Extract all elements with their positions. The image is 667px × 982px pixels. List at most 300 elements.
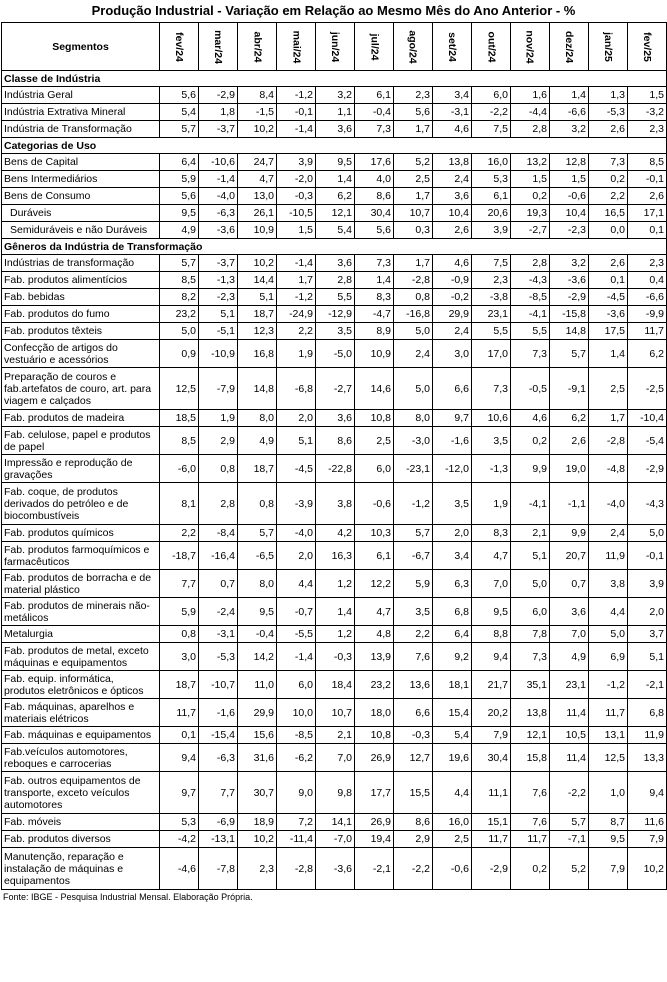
value-cell: 8,2 bbox=[160, 289, 199, 306]
value-cell: -3,1 bbox=[199, 626, 238, 643]
value-cell: 3,7 bbox=[628, 626, 667, 643]
value-cell: 5,9 bbox=[160, 171, 199, 188]
table-row bbox=[2, 340, 667, 368]
value-cell: 7,0 bbox=[472, 570, 511, 598]
table-row bbox=[2, 323, 667, 340]
value-cell: 3,8 bbox=[316, 483, 355, 525]
value-cell: 3,6 bbox=[316, 255, 355, 272]
value-cell: 19,4 bbox=[355, 831, 394, 848]
value-cell: -8,5 bbox=[277, 727, 316, 744]
value-cell: 12,3 bbox=[238, 323, 277, 340]
row-label: Fab. máquinas, aparelhos e materiais elétricos bbox=[2, 699, 160, 727]
value-cell: 1,9 bbox=[199, 410, 238, 427]
value-cell: -3,6 bbox=[316, 848, 355, 890]
value-cell: 10,9 bbox=[355, 340, 394, 368]
value-cell: 6,4 bbox=[433, 626, 472, 643]
value-cell: 16,3 bbox=[316, 542, 355, 570]
table-row bbox=[2, 598, 667, 626]
month-header: dez/24 bbox=[550, 23, 589, 71]
value-cell: 11,7 bbox=[628, 323, 667, 340]
value-cell: 10,2 bbox=[238, 121, 277, 138]
value-cell: -0,9 bbox=[433, 272, 472, 289]
value-cell: 9,5 bbox=[238, 598, 277, 626]
value-cell: 10,7 bbox=[316, 699, 355, 727]
value-cell: 0,2 bbox=[511, 427, 550, 455]
table-row bbox=[2, 255, 667, 272]
value-cell: 0,9 bbox=[160, 340, 199, 368]
value-cell: 11,7 bbox=[511, 831, 550, 848]
value-cell: -4,0 bbox=[277, 525, 316, 542]
row-label: Fab. produtos de borracha e de material plástico bbox=[2, 570, 160, 598]
value-cell: 15,6 bbox=[238, 727, 277, 744]
row-label: Fab. produtos alimentícios bbox=[2, 272, 160, 289]
value-cell: -3,7 bbox=[199, 121, 238, 138]
value-cell: -1,3 bbox=[472, 455, 511, 483]
value-cell: 9,4 bbox=[472, 643, 511, 671]
value-cell: 6,3 bbox=[433, 570, 472, 598]
value-cell: 5,0 bbox=[628, 525, 667, 542]
value-cell: 8,9 bbox=[355, 323, 394, 340]
value-cell: 7,3 bbox=[355, 255, 394, 272]
value-cell: 18,7 bbox=[160, 671, 199, 699]
value-cell: 2,0 bbox=[277, 542, 316, 570]
value-cell: 0,7 bbox=[199, 570, 238, 598]
table-row bbox=[2, 427, 667, 455]
value-cell: 8,8 bbox=[472, 626, 511, 643]
value-cell: 6,1 bbox=[472, 188, 511, 205]
value-cell: 8,6 bbox=[394, 814, 433, 831]
value-cell: -2,1 bbox=[355, 848, 394, 890]
value-cell: -2,5 bbox=[628, 368, 667, 410]
value-cell: 16,5 bbox=[589, 205, 628, 222]
value-cell: 5,1 bbox=[628, 643, 667, 671]
value-cell: 3,9 bbox=[277, 154, 316, 171]
value-cell: 9,8 bbox=[316, 772, 355, 814]
value-cell: -2,9 bbox=[472, 848, 511, 890]
value-cell: 9,7 bbox=[433, 410, 472, 427]
value-cell: 14,8 bbox=[550, 323, 589, 340]
value-cell: 2,9 bbox=[199, 427, 238, 455]
value-cell: 23,1 bbox=[550, 671, 589, 699]
table-row bbox=[2, 626, 667, 643]
value-cell: 5,1 bbox=[199, 306, 238, 323]
value-cell: 4,4 bbox=[589, 598, 628, 626]
value-cell: 4,4 bbox=[433, 772, 472, 814]
value-cell: 11,4 bbox=[550, 699, 589, 727]
value-cell: 7,9 bbox=[472, 727, 511, 744]
value-cell: 8,6 bbox=[355, 188, 394, 205]
value-cell: 4,8 bbox=[355, 626, 394, 643]
value-cell: 1,4 bbox=[316, 171, 355, 188]
table-row bbox=[2, 643, 667, 671]
value-cell: 8,3 bbox=[472, 525, 511, 542]
value-cell: -24,9 bbox=[277, 306, 316, 323]
value-cell: -1,2 bbox=[277, 289, 316, 306]
month-header: abr/24 bbox=[238, 23, 277, 71]
row-label: Bens de Consumo bbox=[2, 188, 160, 205]
table-row bbox=[2, 525, 667, 542]
row-label: Fab. produtos de madeira bbox=[2, 410, 160, 427]
value-cell: 5,5 bbox=[511, 323, 550, 340]
value-cell: -2,0 bbox=[277, 171, 316, 188]
value-cell: 3,4 bbox=[433, 87, 472, 104]
value-cell: 26,9 bbox=[355, 744, 394, 772]
value-cell: -2,2 bbox=[394, 848, 433, 890]
value-cell: 17,0 bbox=[472, 340, 511, 368]
table-row bbox=[2, 455, 667, 483]
value-cell: 0,2 bbox=[511, 848, 550, 890]
value-cell: 2,0 bbox=[277, 410, 316, 427]
value-cell: 4,7 bbox=[238, 171, 277, 188]
value-cell: 16,0 bbox=[433, 814, 472, 831]
value-cell: 16,0 bbox=[472, 154, 511, 171]
value-cell: -6,6 bbox=[628, 289, 667, 306]
value-cell: 11,6 bbox=[628, 814, 667, 831]
value-cell: -2,8 bbox=[277, 848, 316, 890]
table-row bbox=[2, 831, 667, 848]
table-row bbox=[2, 121, 667, 138]
value-cell: 12,7 bbox=[394, 744, 433, 772]
value-cell: 7,9 bbox=[589, 848, 628, 890]
value-cell: 5,7 bbox=[160, 121, 199, 138]
table-row bbox=[2, 699, 667, 727]
value-cell: 1,2 bbox=[316, 570, 355, 598]
value-cell: 5,1 bbox=[277, 427, 316, 455]
value-cell: 23,2 bbox=[160, 306, 199, 323]
value-cell: 0,8 bbox=[394, 289, 433, 306]
value-cell: -10,4 bbox=[628, 410, 667, 427]
row-label: Fab.veículos automotores, reboques e carrocerias bbox=[2, 744, 160, 772]
table-title: Produção Industrial - Variação em Relação ao Mesmo Mês do Ano Anterior - % bbox=[91, 3, 576, 18]
value-cell: 7,6 bbox=[511, 772, 550, 814]
row-label: Fab. produtos farmoquímicos e farmacêuticos bbox=[2, 542, 160, 570]
value-cell: 3,5 bbox=[472, 427, 511, 455]
value-cell: 26,1 bbox=[238, 205, 277, 222]
value-cell: 11,9 bbox=[589, 542, 628, 570]
value-cell: -16,4 bbox=[199, 542, 238, 570]
value-cell: -6,7 bbox=[394, 542, 433, 570]
value-cell: -3,2 bbox=[628, 104, 667, 121]
row-label: Semiduráveis e não Duráveis bbox=[2, 222, 160, 239]
value-cell: 13,6 bbox=[394, 671, 433, 699]
value-cell: 5,7 bbox=[550, 814, 589, 831]
value-cell: 3,6 bbox=[316, 121, 355, 138]
value-cell: 6,1 bbox=[355, 87, 394, 104]
row-label: Fab. produtos têxteis bbox=[2, 323, 160, 340]
value-cell: 6,9 bbox=[589, 643, 628, 671]
value-cell: 5,0 bbox=[160, 323, 199, 340]
value-cell: -5,4 bbox=[628, 427, 667, 455]
value-cell: 5,1 bbox=[511, 542, 550, 570]
value-cell: -3,6 bbox=[199, 222, 238, 239]
value-cell: 12,1 bbox=[316, 205, 355, 222]
value-cell: -5,3 bbox=[589, 104, 628, 121]
value-cell: 5,1 bbox=[238, 289, 277, 306]
value-cell: 1,4 bbox=[316, 598, 355, 626]
value-cell: 2,6 bbox=[589, 121, 628, 138]
value-cell: 5,2 bbox=[550, 848, 589, 890]
value-cell: 13,9 bbox=[355, 643, 394, 671]
value-cell: -4,3 bbox=[628, 483, 667, 525]
value-cell: 8,0 bbox=[394, 410, 433, 427]
table-row bbox=[2, 188, 667, 205]
value-cell: 15,5 bbox=[394, 772, 433, 814]
value-cell: 4,9 bbox=[550, 643, 589, 671]
value-cell: 4,6 bbox=[433, 121, 472, 138]
value-cell: 2,3 bbox=[628, 255, 667, 272]
value-cell: 10,4 bbox=[550, 205, 589, 222]
value-cell: -6,8 bbox=[277, 368, 316, 410]
value-cell: -7,8 bbox=[199, 848, 238, 890]
value-cell: 6,6 bbox=[433, 368, 472, 410]
table-row bbox=[2, 205, 667, 222]
row-label: Indústrias de transformação bbox=[2, 255, 160, 272]
value-cell: -4,1 bbox=[511, 483, 550, 525]
value-cell: 9,7 bbox=[160, 772, 199, 814]
value-cell: -4,6 bbox=[160, 848, 199, 890]
value-cell: 18,7 bbox=[238, 306, 277, 323]
row-label: Fab. coque, de produtos derivados do petróleo e de biocombustíveis bbox=[2, 483, 160, 525]
row-label: Fab. outros equipamentos de transporte, exceto veículos automotores bbox=[2, 772, 160, 814]
value-cell: -18,7 bbox=[160, 542, 199, 570]
value-cell: 2,9 bbox=[394, 831, 433, 848]
value-cell: -13,1 bbox=[199, 831, 238, 848]
value-cell: 14,8 bbox=[238, 368, 277, 410]
row-label: Fab. bebidas bbox=[2, 289, 160, 306]
table-row bbox=[2, 368, 667, 410]
value-cell: 29,9 bbox=[433, 306, 472, 323]
value-cell: 6,4 bbox=[160, 154, 199, 171]
value-cell: -3,9 bbox=[277, 483, 316, 525]
month-header: jun/24 bbox=[316, 23, 355, 71]
value-cell: 2,1 bbox=[316, 727, 355, 744]
source-note: Fonte: IBGE - Pesquisa Industrial Mensal. Elaboração Própria. bbox=[3, 892, 253, 902]
value-cell: 0,8 bbox=[160, 626, 199, 643]
value-cell: -8,4 bbox=[199, 525, 238, 542]
value-cell: -8,5 bbox=[511, 289, 550, 306]
value-cell: 6,0 bbox=[472, 87, 511, 104]
value-cell: 3,0 bbox=[160, 643, 199, 671]
value-cell: 9,5 bbox=[589, 831, 628, 848]
value-cell: 5,7 bbox=[160, 255, 199, 272]
value-cell: 12,5 bbox=[160, 368, 199, 410]
value-cell: 4,2 bbox=[316, 525, 355, 542]
row-label: Indústria de Transformação bbox=[2, 121, 160, 138]
value-cell: 9,2 bbox=[433, 643, 472, 671]
value-cell: -6,3 bbox=[199, 205, 238, 222]
value-cell: -22,8 bbox=[316, 455, 355, 483]
value-cell: -9,1 bbox=[550, 368, 589, 410]
value-cell: -0,1 bbox=[628, 542, 667, 570]
value-cell: 30,4 bbox=[355, 205, 394, 222]
value-cell: 18,0 bbox=[355, 699, 394, 727]
value-cell: 6,0 bbox=[277, 671, 316, 699]
value-cell: 7,9 bbox=[628, 831, 667, 848]
value-cell: 1,4 bbox=[589, 340, 628, 368]
value-cell: 1,2 bbox=[316, 626, 355, 643]
value-cell: 2,0 bbox=[433, 525, 472, 542]
value-cell: 2,1 bbox=[511, 525, 550, 542]
value-cell: 2,8 bbox=[511, 255, 550, 272]
value-cell: 18,9 bbox=[238, 814, 277, 831]
value-cell: 3,6 bbox=[316, 410, 355, 427]
value-cell: 5,0 bbox=[511, 570, 550, 598]
value-cell: 11,9 bbox=[628, 727, 667, 744]
row-label: Fab. produtos químicos bbox=[2, 525, 160, 542]
value-cell: 16,8 bbox=[238, 340, 277, 368]
value-cell: -0,3 bbox=[394, 727, 433, 744]
value-cell: 7,3 bbox=[589, 154, 628, 171]
value-cell: 5,3 bbox=[160, 814, 199, 831]
value-cell: 26,9 bbox=[355, 814, 394, 831]
value-cell: 19,6 bbox=[433, 744, 472, 772]
row-label: Fab. equip. informática, produtos eletrônicos e ópticos bbox=[2, 671, 160, 699]
table-row bbox=[2, 272, 667, 289]
value-cell: 35,1 bbox=[511, 671, 550, 699]
value-cell: 10,9 bbox=[238, 222, 277, 239]
value-cell: -1,2 bbox=[277, 87, 316, 104]
value-cell: 1,7 bbox=[277, 272, 316, 289]
header-row bbox=[2, 23, 667, 71]
value-cell: 2,3 bbox=[394, 87, 433, 104]
value-cell: 7,7 bbox=[199, 772, 238, 814]
value-cell: 5,0 bbox=[394, 323, 433, 340]
value-cell: 1,5 bbox=[628, 87, 667, 104]
value-cell: 5,6 bbox=[160, 188, 199, 205]
value-cell: 6,0 bbox=[511, 598, 550, 626]
value-cell: 5,4 bbox=[316, 222, 355, 239]
value-cell: 12,1 bbox=[511, 727, 550, 744]
value-cell: 8,3 bbox=[355, 289, 394, 306]
table-row bbox=[2, 289, 667, 306]
value-cell: 0,3 bbox=[394, 222, 433, 239]
section-header-row bbox=[2, 138, 667, 154]
value-cell: -3,7 bbox=[199, 255, 238, 272]
value-cell: 0,8 bbox=[199, 455, 238, 483]
value-cell: 7,7 bbox=[160, 570, 199, 598]
value-cell: 7,3 bbox=[511, 643, 550, 671]
value-cell: 3,5 bbox=[433, 483, 472, 525]
value-cell: 5,5 bbox=[316, 289, 355, 306]
month-header: ago/24 bbox=[394, 23, 433, 71]
value-cell: -6,6 bbox=[550, 104, 589, 121]
value-cell: 5,9 bbox=[394, 570, 433, 598]
value-cell: 1,4 bbox=[550, 87, 589, 104]
value-cell: -0,3 bbox=[277, 188, 316, 205]
value-cell: -3,8 bbox=[472, 289, 511, 306]
value-cell: 13,8 bbox=[511, 699, 550, 727]
value-cell: 9,4 bbox=[160, 744, 199, 772]
value-cell: 21,7 bbox=[472, 671, 511, 699]
value-cell: 10,4 bbox=[433, 205, 472, 222]
value-cell: -2,8 bbox=[394, 272, 433, 289]
value-cell: 11,7 bbox=[589, 699, 628, 727]
value-cell: 0,1 bbox=[628, 222, 667, 239]
value-cell: 1,9 bbox=[277, 340, 316, 368]
value-cell: 6,1 bbox=[355, 542, 394, 570]
value-cell: 7,0 bbox=[316, 744, 355, 772]
value-cell: 17,7 bbox=[355, 772, 394, 814]
value-cell: -3,6 bbox=[550, 272, 589, 289]
value-cell: 11,7 bbox=[160, 699, 199, 727]
value-cell: -6,2 bbox=[277, 744, 316, 772]
value-cell: -9,9 bbox=[628, 306, 667, 323]
value-cell: 18,1 bbox=[433, 671, 472, 699]
value-cell: 5,3 bbox=[472, 171, 511, 188]
value-cell: 5,6 bbox=[394, 104, 433, 121]
value-cell: 2,4 bbox=[433, 323, 472, 340]
value-cell: 3,6 bbox=[433, 188, 472, 205]
value-cell: -6,9 bbox=[199, 814, 238, 831]
value-cell: 5,6 bbox=[355, 222, 394, 239]
value-cell: 7,3 bbox=[355, 121, 394, 138]
section-header-row bbox=[2, 239, 667, 255]
value-cell: 1,5 bbox=[550, 171, 589, 188]
value-cell: -2,9 bbox=[199, 87, 238, 104]
value-cell: 9,9 bbox=[550, 525, 589, 542]
value-cell: 1,7 bbox=[589, 410, 628, 427]
value-cell: -1,4 bbox=[277, 121, 316, 138]
value-cell: 3,6 bbox=[550, 598, 589, 626]
value-cell: 8,0 bbox=[238, 570, 277, 598]
value-cell: 12,8 bbox=[550, 154, 589, 171]
value-cell: -15,8 bbox=[550, 306, 589, 323]
value-cell: 17,1 bbox=[628, 205, 667, 222]
row-label: Impressão e reprodução de gravações bbox=[2, 455, 160, 483]
value-cell: -7,0 bbox=[316, 831, 355, 848]
value-cell: 3,5 bbox=[316, 323, 355, 340]
value-cell: 20,2 bbox=[472, 699, 511, 727]
value-cell: -2,4 bbox=[199, 598, 238, 626]
table-body bbox=[2, 71, 667, 890]
value-cell: 6,8 bbox=[433, 598, 472, 626]
row-label: Fab. produtos do fumo bbox=[2, 306, 160, 323]
value-cell: 18,4 bbox=[316, 671, 355, 699]
value-cell: 11,1 bbox=[472, 772, 511, 814]
value-cell: -5,3 bbox=[199, 643, 238, 671]
value-cell: -6,5 bbox=[238, 542, 277, 570]
value-cell: 1,3 bbox=[589, 87, 628, 104]
value-cell: -1,4 bbox=[277, 255, 316, 272]
value-cell: 7,6 bbox=[511, 814, 550, 831]
value-cell: 23,1 bbox=[472, 306, 511, 323]
value-cell: -3,0 bbox=[394, 427, 433, 455]
value-cell: -2,7 bbox=[316, 368, 355, 410]
row-label: Fab. produtos de metal, exceto máquinas e equipamentos bbox=[2, 643, 160, 671]
month-header: mar/24 bbox=[199, 23, 238, 71]
value-cell: 7,3 bbox=[472, 368, 511, 410]
table-row bbox=[2, 570, 667, 598]
row-label: Indústria Extrativa Mineral bbox=[2, 104, 160, 121]
value-cell: 19,0 bbox=[550, 455, 589, 483]
section-header-row bbox=[2, 71, 667, 87]
month-header: fev/25 bbox=[628, 23, 667, 71]
section-title: Gêneros da Indústria de Transformação bbox=[2, 239, 667, 255]
value-cell: 7,8 bbox=[511, 626, 550, 643]
value-cell: 1,7 bbox=[394, 255, 433, 272]
value-cell: -4,0 bbox=[199, 188, 238, 205]
value-cell: 24,7 bbox=[238, 154, 277, 171]
row-label: Fab. máquinas e equipamentos bbox=[2, 727, 160, 744]
value-cell: 1,6 bbox=[511, 87, 550, 104]
value-cell: 9,5 bbox=[316, 154, 355, 171]
value-cell: 5,9 bbox=[160, 598, 199, 626]
value-cell: 11,0 bbox=[238, 671, 277, 699]
value-cell: 30,7 bbox=[238, 772, 277, 814]
value-cell: 14,6 bbox=[355, 368, 394, 410]
value-cell: 2,3 bbox=[472, 272, 511, 289]
value-cell: -12,0 bbox=[433, 455, 472, 483]
